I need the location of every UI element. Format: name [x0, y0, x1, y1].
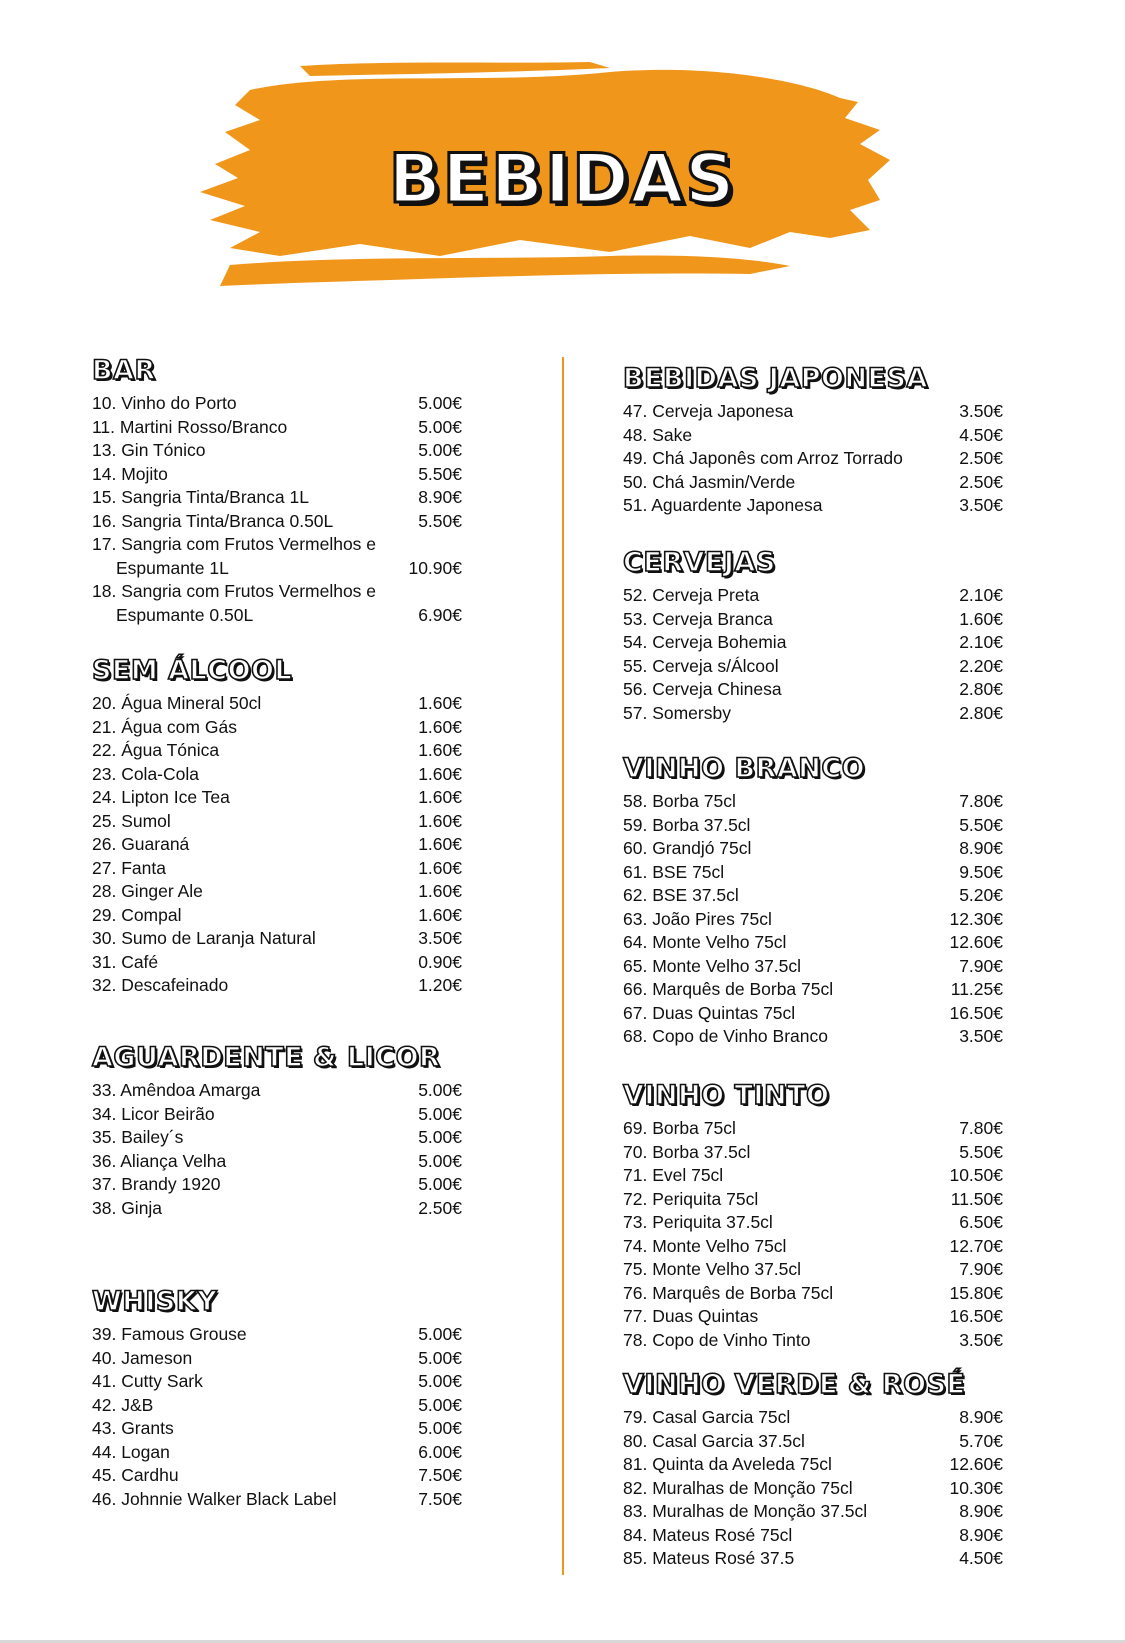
- item-name: 50. Chá Jasmin/Verde: [623, 471, 796, 492]
- menu-item: [92, 533, 462, 580]
- section-title: SEM ÁLCOOL: [92, 655, 293, 686]
- item-name: 71. Evel 75cl: [623, 1165, 724, 1185]
- section-vinho-branco: [623, 753, 1003, 1049]
- menu-item: [623, 1141, 1003, 1165]
- menu-item: [92, 1126, 462, 1150]
- item-name: 55. Cerveja s/Álcool: [623, 655, 779, 676]
- item-name: 23. Cola-Cola: [92, 763, 199, 784]
- menu-item: [92, 1394, 462, 1418]
- item-name: 85. Mateus Rosé 37.5: [623, 1548, 795, 1568]
- section-title: BEBIDAS JAPONESA: [623, 363, 928, 394]
- menu-item: [92, 786, 462, 810]
- menu-item: [92, 1173, 462, 1197]
- menu-item: [623, 447, 1003, 471]
- menu-item: [623, 790, 1003, 814]
- item-name: 66. Marquês de Borba 75cl: [623, 979, 834, 999]
- item-name: 79. Casal Garcia 75cl: [623, 1407, 791, 1427]
- menu-item: [92, 927, 462, 951]
- item-price: 1.60€: [418, 857, 462, 878]
- section-vinho-verde-rose: [623, 1369, 1003, 1571]
- menu-item: [623, 1305, 1003, 1329]
- item-name: 13. Gin Tónico: [92, 440, 206, 460]
- item-price: 6.00€: [418, 1441, 462, 1462]
- item-name: 60. Grandjó 75cl: [623, 838, 752, 858]
- item-price: 5.00€: [418, 1418, 462, 1438]
- item-name: 18. Sangria com Frutos Vermelhos e Espumante 0.50L: [92, 581, 377, 625]
- item-price: 3.50€: [959, 1026, 1003, 1046]
- menu-item: [92, 833, 462, 857]
- item-price: 7.80€: [959, 791, 1003, 811]
- item-price: 10.90€: [408, 557, 462, 578]
- menu-item: [92, 880, 462, 904]
- menu-item: [623, 884, 1003, 908]
- section-title: VINHO BRANCO: [623, 753, 866, 784]
- item-price: 5.50€: [959, 814, 1003, 835]
- menu-item: [92, 1079, 462, 1103]
- item-name: 22. Água Tónica: [92, 740, 220, 760]
- item-price: 5.00€: [418, 1347, 462, 1368]
- item-name: 31. Café: [92, 951, 159, 972]
- section-whisky: [92, 1286, 462, 1511]
- item-name: 52. Cerveja Preta: [623, 585, 760, 605]
- item-name: 83. Muralhas de Monção 37.5cl: [623, 1501, 868, 1521]
- item-name: 63. João Pires 75cl: [623, 908, 772, 929]
- menu-item: [623, 931, 1003, 955]
- item-price: 5.00€: [418, 416, 462, 437]
- item-name: 65. Monte Velho 37.5cl: [623, 955, 802, 976]
- item-name: 74. Monte Velho 75cl: [623, 1235, 787, 1256]
- item-name: 20. Água Mineral 50cl: [92, 693, 262, 713]
- menu-item: [92, 1323, 462, 1347]
- menu-item: [92, 486, 462, 510]
- item-price: 5.00€: [418, 1080, 462, 1100]
- item-price: 5.00€: [418, 393, 462, 413]
- section-aguardente-licor: [92, 1042, 462, 1220]
- item-price: 8.90€: [418, 487, 462, 507]
- item-price: 1.60€: [418, 904, 462, 925]
- item-name: 72. Periquita 75cl: [623, 1188, 759, 1209]
- menu-item: [623, 1211, 1003, 1235]
- menu-item: [92, 392, 462, 416]
- menu-item: [623, 678, 1003, 702]
- item-price: 1.60€: [418, 763, 462, 784]
- item-price: 3.50€: [959, 495, 1003, 515]
- item-name: 41. Cutty Sark: [92, 1371, 203, 1391]
- item-price: 5.00€: [418, 440, 462, 460]
- menu-item: [623, 814, 1003, 838]
- item-name: 78. Copo de Vinho Tinto: [623, 1329, 811, 1350]
- item-name: 68. Copo de Vinho Branco: [623, 1026, 828, 1046]
- item-price: 8.90€: [959, 838, 1003, 858]
- item-price: 5.00€: [418, 1150, 462, 1171]
- item-name: 77. Duas Quintas: [623, 1306, 759, 1326]
- menu-item: [623, 702, 1003, 726]
- item-name: 46. Johnnie Walker Black Label: [92, 1488, 337, 1509]
- item-price: 5.50€: [959, 1141, 1003, 1162]
- menu-item: [92, 810, 462, 834]
- item-name: 75. Monte Velho 37.5cl: [623, 1259, 802, 1279]
- menu-item: [623, 1406, 1003, 1430]
- item-price: 5.00€: [418, 1174, 462, 1194]
- item-name: 10. Vinho do Porto: [92, 393, 237, 413]
- item-name: 53. Cerveja Branca: [623, 608, 773, 629]
- item-price: 5.50€: [418, 463, 462, 484]
- item-price: 7.90€: [959, 955, 1003, 976]
- menu-item: [623, 1282, 1003, 1306]
- item-name: 51. Aguardente Japonesa: [623, 495, 823, 515]
- menu-item: [92, 1197, 462, 1221]
- item-name: 58. Borba 75cl: [623, 791, 736, 811]
- menu-item: [623, 471, 1003, 495]
- section-bebidas-japonesa: [623, 363, 1003, 518]
- menu-item: [92, 463, 462, 487]
- item-name: 38. Ginja: [92, 1197, 163, 1218]
- item-price: 7.50€: [418, 1465, 462, 1485]
- item-price: 5.00€: [418, 1324, 462, 1344]
- menu-item: [623, 1188, 1003, 1212]
- item-price: 2.80€: [959, 702, 1003, 723]
- item-name: 73. Periquita 37.5cl: [623, 1212, 773, 1232]
- item-price: 5.00€: [418, 1127, 462, 1147]
- menu-item: [92, 692, 462, 716]
- item-price: 1.60€: [418, 834, 462, 854]
- item-name: 39. Famous Grouse: [92, 1324, 247, 1344]
- menu-item: [623, 1453, 1003, 1477]
- item-name: 84. Mateus Rosé 75cl: [623, 1524, 793, 1545]
- menu-item: [623, 1258, 1003, 1282]
- menu-item: [623, 1329, 1003, 1353]
- menu-item: [623, 1500, 1003, 1524]
- menu-item: [92, 1347, 462, 1371]
- item-name: 48. Sake: [623, 424, 693, 445]
- item-price: 8.90€: [959, 1524, 1003, 1545]
- item-price: 7.50€: [418, 1488, 462, 1509]
- item-name: 32. Descafeinado: [92, 975, 229, 995]
- item-price: 16.50€: [949, 1002, 1003, 1023]
- item-price: 3.50€: [959, 1329, 1003, 1350]
- menu-item: [92, 1103, 462, 1127]
- item-price: 4.50€: [959, 424, 1003, 445]
- menu-item: [623, 1117, 1003, 1141]
- item-name: 45. Cardhu: [92, 1465, 179, 1485]
- menu-item: [92, 1150, 462, 1174]
- menu-item: [92, 857, 462, 881]
- item-name: 33. Amêndoa Amarga: [92, 1080, 261, 1100]
- item-name: 24. Lipton Ice Tea: [92, 787, 230, 807]
- item-price: 1.60€: [418, 881, 462, 901]
- item-name: 28. Ginger Ale: [92, 881, 203, 901]
- item-name: 76. Marquês de Borba 75cl: [623, 1282, 834, 1303]
- item-price: 2.50€: [418, 1197, 462, 1218]
- item-price: 2.50€: [959, 448, 1003, 468]
- menu-item: [92, 904, 462, 928]
- item-price: 6.50€: [959, 1212, 1003, 1232]
- item-price: 15.80€: [949, 1282, 1003, 1303]
- item-price: 1.60€: [418, 716, 462, 737]
- section-title: CERVEJAS: [623, 547, 776, 578]
- section-title: WHISKY: [92, 1286, 218, 1317]
- menu-item: [623, 1477, 1003, 1501]
- item-name: 56. Cerveja Chinesa: [623, 679, 782, 699]
- menu-item: [623, 837, 1003, 861]
- item-name: 54. Cerveja Bohemia: [623, 632, 787, 652]
- item-name: 70. Borba 37.5cl: [623, 1141, 751, 1162]
- menu-item: [623, 955, 1003, 979]
- item-name: 49. Chá Japonês com Arroz Torrado: [623, 448, 903, 468]
- item-price: 1.60€: [418, 810, 462, 831]
- menu-title: BEBIDAS: [388, 140, 737, 219]
- item-price: 5.00€: [418, 1394, 462, 1415]
- item-price: 4.50€: [959, 1548, 1003, 1568]
- menu-item: [623, 584, 1003, 608]
- item-name: 44. Logan: [92, 1441, 170, 1462]
- item-price: 2.50€: [959, 471, 1003, 492]
- section-bar: [92, 355, 462, 627]
- item-name: 35. Bailey´s: [92, 1127, 184, 1147]
- menu-item: [92, 1464, 462, 1488]
- menu-item: [623, 631, 1003, 655]
- section-title: VINHO TINTO: [623, 1080, 830, 1111]
- section-sem-alcool: [92, 655, 462, 998]
- menu-item: [623, 1547, 1003, 1571]
- menu-item: [623, 1025, 1003, 1049]
- menu-item: [623, 1164, 1003, 1188]
- menu-item: [92, 580, 462, 627]
- menu-item: [92, 739, 462, 763]
- item-name: 26. Guaraná: [92, 834, 190, 854]
- menu-item: [92, 716, 462, 740]
- item-price: 1.20€: [418, 975, 462, 995]
- item-price: 8.90€: [959, 1407, 1003, 1427]
- menu-item: [623, 655, 1003, 679]
- section-title: VINHO VERDE & ROSÉ: [623, 1369, 966, 1400]
- menu-item: [623, 1524, 1003, 1548]
- menu-item: [92, 416, 462, 440]
- item-price: 12.70€: [949, 1235, 1003, 1256]
- item-price: 2.80€: [959, 679, 1003, 699]
- item-price: 7.80€: [959, 1118, 1003, 1138]
- section-cervejas: [623, 547, 1003, 725]
- item-name: 62. BSE 37.5cl: [623, 885, 739, 905]
- item-name: 57. Somersby: [623, 702, 731, 723]
- menu-item: [623, 1430, 1003, 1454]
- menu-item: [623, 908, 1003, 932]
- item-name: 15. Sangria Tinta/Branca 1L: [92, 487, 309, 507]
- menu-item: [92, 1441, 462, 1465]
- menu-item: [92, 1370, 462, 1394]
- item-price: 7.90€: [959, 1259, 1003, 1279]
- item-name: 30. Sumo de Laranja Natural: [92, 928, 316, 948]
- menu-item: [623, 608, 1003, 632]
- item-name: 64. Monte Velho 75cl: [623, 932, 787, 952]
- menu-item: [92, 951, 462, 975]
- item-price: 5.50€: [418, 510, 462, 531]
- item-price: 0.90€: [418, 951, 462, 972]
- item-name: 25. Sumol: [92, 810, 171, 831]
- menu-item: [92, 763, 462, 787]
- item-price: 11.25€: [950, 979, 1003, 999]
- item-name: 14. Mojito: [92, 463, 168, 484]
- menu-item: [623, 1002, 1003, 1026]
- item-name: 81. Quinta da Aveleda 75cl: [623, 1454, 832, 1474]
- item-price: 12.60€: [949, 1454, 1003, 1474]
- item-price: 2.10€: [959, 585, 1003, 605]
- menu-item: [92, 1417, 462, 1441]
- item-price: 3.50€: [959, 401, 1003, 421]
- item-price: 3.50€: [418, 928, 462, 948]
- item-name: 43. Grants: [92, 1418, 174, 1438]
- menu-item: [623, 978, 1003, 1002]
- item-price: 5.00€: [418, 1371, 462, 1391]
- item-name: 29. Compal: [92, 904, 182, 925]
- item-price: 10.30€: [949, 1477, 1003, 1498]
- section-title: BAR: [92, 355, 156, 386]
- menu-item: [623, 424, 1003, 448]
- menu-item: [623, 494, 1003, 518]
- item-name: 82. Muralhas de Monção 75cl: [623, 1477, 853, 1498]
- item-price: 5.70€: [959, 1430, 1003, 1451]
- menu-item: [92, 1488, 462, 1512]
- item-name: 34. Licor Beirão: [92, 1103, 215, 1124]
- item-price: 10.50€: [949, 1165, 1003, 1185]
- item-name: 40. Jameson: [92, 1347, 193, 1368]
- item-name: 17. Sangria com Frutos Vermelhos e Espumante 1L: [92, 534, 377, 578]
- item-name: 61. BSE 75cl: [623, 861, 725, 882]
- item-price: 5.20€: [959, 885, 1003, 905]
- item-name: 47. Cerveja Japonesa: [623, 401, 794, 421]
- item-price: 2.20€: [959, 655, 1003, 676]
- item-price: 9.50€: [959, 861, 1003, 882]
- item-price: 12.60€: [949, 932, 1003, 952]
- item-name: 16. Sangria Tinta/Branca 0.50L: [92, 510, 334, 531]
- item-name: 59. Borba 37.5cl: [623, 814, 751, 835]
- item-name: 36. Aliança Velha: [92, 1150, 227, 1171]
- item-price: 12.30€: [949, 908, 1003, 929]
- item-price: 16.50€: [949, 1306, 1003, 1326]
- item-price: 6.90€: [418, 604, 462, 625]
- item-price: 1.60€: [418, 693, 462, 713]
- item-name: 42. J&B: [92, 1394, 154, 1415]
- item-name: 27. Fanta: [92, 857, 166, 878]
- item-name: 67. Duas Quintas 75cl: [623, 1002, 796, 1023]
- section-title: AGUARDENTE & LICOR: [92, 1042, 441, 1073]
- menu-item: [623, 400, 1003, 424]
- item-price: 5.00€: [418, 1103, 462, 1124]
- item-price: 2.10€: [959, 632, 1003, 652]
- menu-item: [623, 1235, 1003, 1259]
- section-vinho-tinto: [623, 1080, 1003, 1352]
- item-price: 8.90€: [959, 1501, 1003, 1521]
- item-name: 80. Casal Garcia 37.5cl: [623, 1430, 805, 1451]
- item-price: 1.60€: [418, 740, 462, 760]
- menu-item: [623, 861, 1003, 885]
- item-name: 37. Brandy 1920: [92, 1174, 221, 1194]
- item-name: 69. Borba 75cl: [623, 1118, 736, 1138]
- menu-item: [92, 439, 462, 463]
- menu-item: [92, 974, 462, 998]
- item-name: 11. Martini Rosso/Branco: [92, 416, 288, 437]
- item-price: 1.60€: [418, 787, 462, 807]
- menu-item: [92, 510, 462, 534]
- item-price: 11.50€: [950, 1188, 1003, 1209]
- column-divider: [562, 357, 564, 1575]
- item-name: 21. Água com Gás: [92, 716, 237, 737]
- item-price: 1.60€: [959, 608, 1003, 629]
